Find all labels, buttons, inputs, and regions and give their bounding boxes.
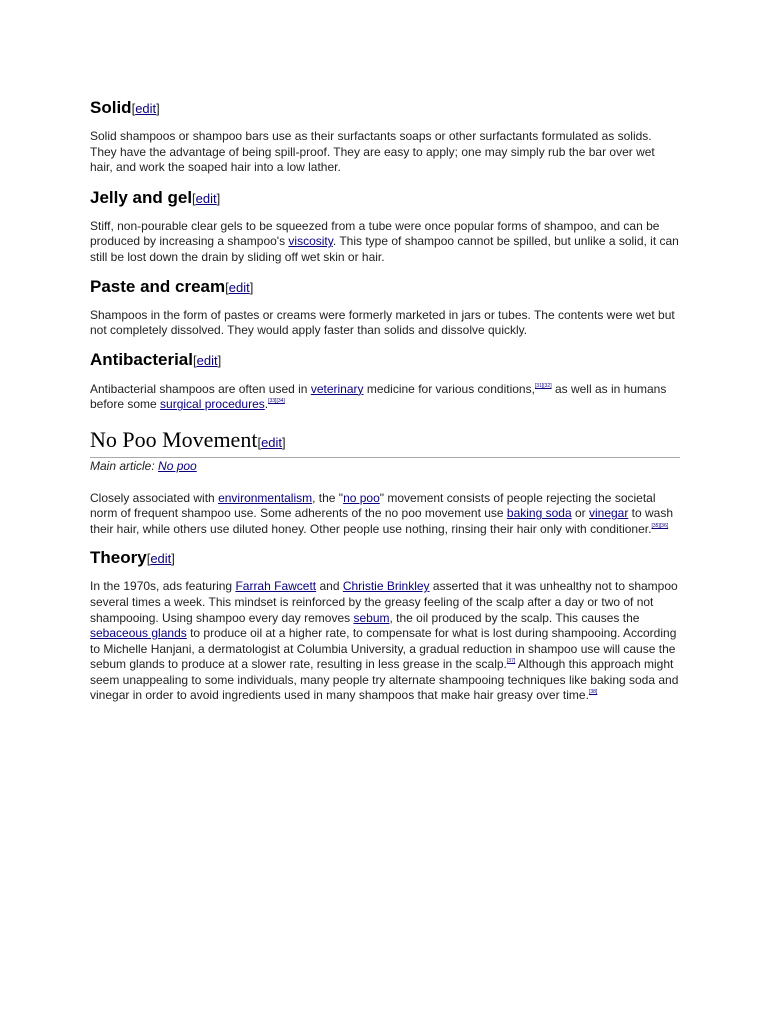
text-span: In the 1970s, ads featuring — [90, 579, 236, 594]
heading-theory — [90, 547, 680, 570]
paragraph-paste-and-cream: Shampoos in the form of pastes or creams were formerly marketed in jars or tubes. The contents were wet but not completely dissolved. They would apply faster than solids and dissolve quickly. — [90, 307, 675, 338]
edit-section-jelly: [edit] — [192, 190, 221, 206]
edit-link-antibacterial[interactable]: edit — [196, 352, 218, 368]
edit-section-nopoo: [edit] — [257, 434, 286, 450]
reference-35-36[interactable]: [35][36] — [651, 522, 669, 529]
reference-33-34[interactable]: [33][34] — [268, 398, 285, 405]
text-span: Antibacterial shampoos are often used in — [90, 381, 311, 396]
heading-nopoo-text: No Poo Movement — [90, 426, 258, 452]
link-veterinary[interactable]: veterinary — [310, 381, 364, 396]
edit-section-theory: [edit] — [146, 551, 175, 567]
text-span: medicine for various conditions, — [363, 381, 535, 396]
link-no-poo[interactable]: no poo — [343, 490, 380, 505]
link-viscosity[interactable]: viscosity — [288, 234, 333, 249]
link-no-poo-article[interactable]: No poo — [158, 458, 197, 473]
paragraph-no-poo — [90, 491, 680, 538]
link-christie-brinkley[interactable]: Christie Brinkley — [342, 579, 430, 594]
heading-paste-and-cream — [90, 276, 680, 299]
text-span: . — [264, 397, 269, 412]
edit-section-paste: [edit] — [225, 279, 254, 295]
text-span: Stiff, non-pourable clear gels to be squeezed from a tube were once popular forms of shampoo, and can be produced by increasing a shampoo's — [90, 218, 660, 249]
text-span: asserted that it was unhealthy not to shampoo several times a week. This mindset is reinforced by the greasy feeling of the scalp after a day or two of not shampooing. Using shampoo every day removes — [90, 579, 678, 625]
main-article-hatnote — [90, 459, 680, 475]
link-surgical-procedures[interactable]: surgical procedures — [160, 397, 265, 412]
paragraph-solid: Solid shampoos or shampoo bars use as their surfactants soaps or other surfactants formulated as solids. They have the advantage of being spill-proof. They are easy to apply; one may simply rub the bar over wet hair, and work the soaped hair into a low lather. — [90, 129, 655, 175]
edit-link-jelly[interactable]: edit — [195, 190, 217, 206]
reference-37[interactable]: [37] — [506, 658, 516, 665]
article-content — [90, 93, 680, 704]
heading-jelly-and-gel — [90, 187, 680, 210]
text-span: , the oil produced by the scalp. This causes the — [389, 610, 640, 625]
paragraph-antibacterial — [90, 382, 680, 413]
edit-section-solid: [edit] — [131, 101, 160, 116]
link-farrah-fawcett[interactable]: Farrah Fawcett — [235, 579, 317, 594]
text-span: to wash their hair, while others use diluted honey. Other people use nothing, rinsing their hair only with conditioner. — [90, 506, 674, 536]
text-span: " movement consists of people rejecting the societal norm of frequent shampoo use. Some adherents of the no poo movement use — [90, 490, 656, 521]
link-baking-soda[interactable]: baking soda — [506, 506, 572, 521]
reference-31-32[interactable]: [31][32] — [534, 382, 552, 389]
heading-paste-text: Paste and cream — [90, 276, 226, 296]
link-vinegar[interactable]: vinegar — [588, 506, 629, 521]
heading-solid — [90, 97, 680, 120]
edit-link-paste[interactable]: edit — [228, 279, 250, 295]
edit-link-solid[interactable]: edit — [135, 101, 157, 116]
link-sebaceous-glands[interactable]: sebaceous glands — [90, 626, 187, 641]
heading-theory-text: Theory — [90, 548, 147, 568]
edit-section-antibacterial: [edit] — [192, 352, 222, 368]
text-span: as well as in humans before some — [90, 381, 667, 412]
reference-38[interactable]: [38] — [588, 689, 598, 696]
text-span: , the " — [312, 490, 344, 505]
text-span: Although this approach might seem unappealing to some individuals, many people try alternate shampooing techniques like baking soda and vinegar in order to avoid ingredients used in many shampoos that make hair greasy over time. — [90, 657, 679, 703]
text-span: to produce oil at a higher rate, to compensate for what is lost during shampooing. According to Michelle Hanjani, a dermatologist at Columbia University, a gradual reduction in shampoo use will cause the sebum glands to produce at a slower rate, resulting in less grease in the scalp. — [90, 626, 677, 672]
heading-no-poo-movement — [90, 427, 680, 458]
text-span: and — [316, 579, 343, 594]
heading-solid-text: Solid — [90, 98, 132, 117]
link-sebum[interactable]: sebum — [353, 610, 390, 625]
paragraph-jelly-and-gel — [90, 219, 680, 266]
text-span: Closely associated with — [90, 490, 219, 505]
text-span: . This type of shampoo cannot be spilled, but unlike a solid, it can still be lost down the drain by sliding off wet skin or hair. — [90, 234, 679, 264]
paragraph-theory — [90, 579, 680, 704]
text-span: or — [571, 506, 589, 521]
heading-antibacterial — [90, 349, 680, 372]
heading-antibacterial-text: Antibacterial — [90, 349, 193, 369]
edit-link-nopoo[interactable]: edit — [261, 434, 283, 450]
heading-jelly-text: Jelly and gel — [90, 187, 193, 207]
edit-link-theory[interactable]: edit — [150, 551, 172, 567]
hatnote-prefix: Main article: — [90, 458, 159, 473]
link-environmentalism[interactable]: environmentalism — [218, 490, 313, 505]
